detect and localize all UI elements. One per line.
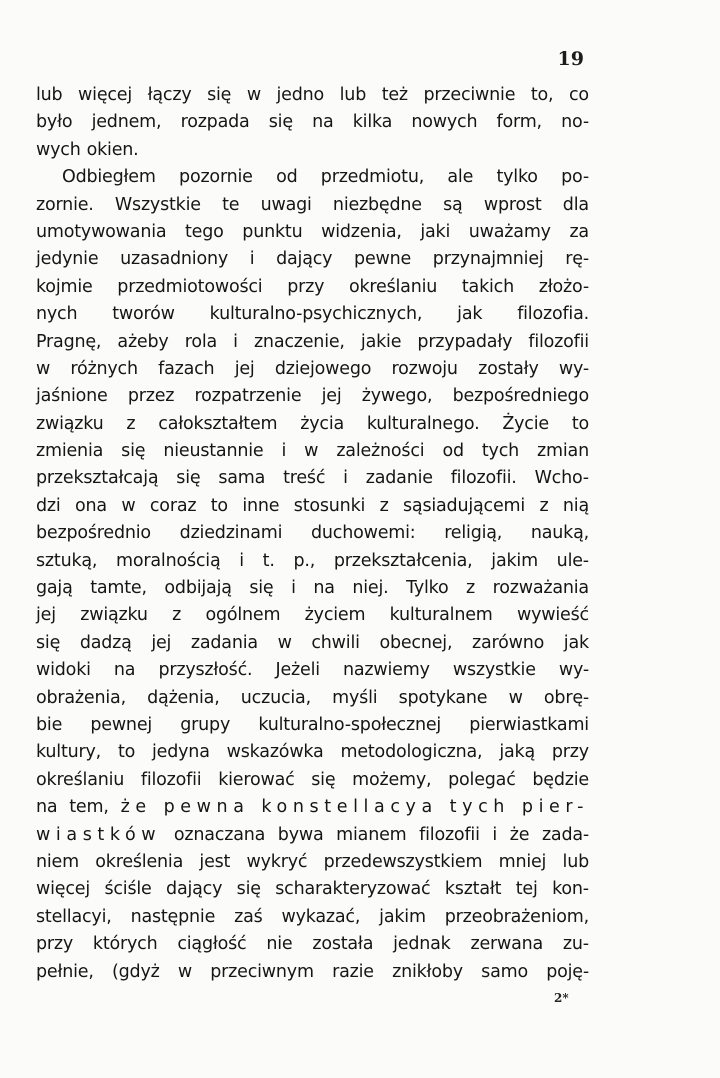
text-line: lub więcej łączy się w jedno lub też przeciwnie to, co <box>36 85 589 105</box>
text-line: jaśnione przez rozpatrzenie jej żywego, bezpośredniego <box>36 386 589 407</box>
text-line: związku z całokształtem życia kulturalnego. Życie to <box>36 413 589 434</box>
text-line: więcej ściśle dający się scharakteryzować kształt tej kon- <box>36 879 589 900</box>
text-line: stellacyi, następnie zaś wykazać, jakim przeobrażeniom, <box>36 906 589 927</box>
text-line: Odbiegłem pozornie od przedmiotu, ale tylko po- <box>62 167 589 188</box>
text-line: bezpośrednio dziedzinami duchowemi: religią, nauką, <box>36 523 589 544</box>
text-line: gają tamte, odbijają się i na niej. Tylko z rozważania <box>36 578 589 599</box>
text-line: umotywowania tego punktu widzenia, jaki uważamy za <box>36 221 589 242</box>
text-line: wych okien. <box>36 139 139 160</box>
text-line: zornie. Wszystkie te uwagi niezbędne są wprost dla <box>36 194 589 215</box>
text-line: się dadzą jej zadania w chwili obecnej, zarówno jak <box>36 632 589 653</box>
text-line: widoki na przyszłość. Jeżeli nazwiemy wszystkie wy- <box>36 660 589 681</box>
text-line: jej związku z ogólnem życiem kulturalnem wywieść <box>36 605 589 626</box>
printer-signature-mark: 2* <box>554 991 569 1005</box>
text-line: zmienia się nieustannie i w zależności od tych zmian <box>36 441 589 462</box>
text-line: kojmie przedmiotowości przy określaniu takich złożo- <box>36 276 589 297</box>
text-line: nych tworów kulturalno-psychicznych, jak filozofia. <box>36 304 589 325</box>
text-line: kultury, to jedyna wskazówka metodologiczna, jaką przy <box>36 742 589 763</box>
page-number: 19 <box>557 48 584 70</box>
text-line: niem określenia jest wykryć przedewszystkiem mniej lub <box>36 851 589 872</box>
text-line: Pragnę, ażeby rola i znaczenie, jakie przypadały filozofii <box>36 331 589 352</box>
text-line: było jednem, rozpada się na kilka nowych form, no- <box>36 112 589 133</box>
text-line: sztuką, moralnością i t. p., przekształcenia, jakim ule- <box>36 550 589 571</box>
text-line: bie pewnej grupy kulturalno-społecznej pierwiastkami <box>36 714 589 735</box>
text-line: przy których ciągłość nie została jednak zerwana zu- <box>36 934 589 955</box>
text-line: w różnych fazach jej dziejowego rozwoju zostały wy- <box>36 358 589 379</box>
text-line: pełnie, (gdyż w przeciwnym razie znikłoby samo poję- <box>36 961 589 982</box>
text-line: przekształcają się sama treść i zadanie filozofii. Wcho- <box>36 468 589 489</box>
text-line: na tem, że pewna konstellacya tych pier- <box>36 797 589 818</box>
text-line: jedynie uzasadniony i dający pewne przynajmniej rę- <box>36 249 589 270</box>
text-line: określaniu filozofii kierować się możemy, polegać będzie <box>36 769 589 790</box>
text-line: obrażenia, dążenia, uczucia, myśli spotykane w obrę- <box>36 687 589 708</box>
body-text <box>36 82 589 986</box>
text-line: wiastków oznaczana bywa mianem filozofii i że zada- <box>36 824 589 845</box>
text-line: dzi ona w coraz to inne stosunki z sąsiadującemi z nią <box>36 495 589 516</box>
